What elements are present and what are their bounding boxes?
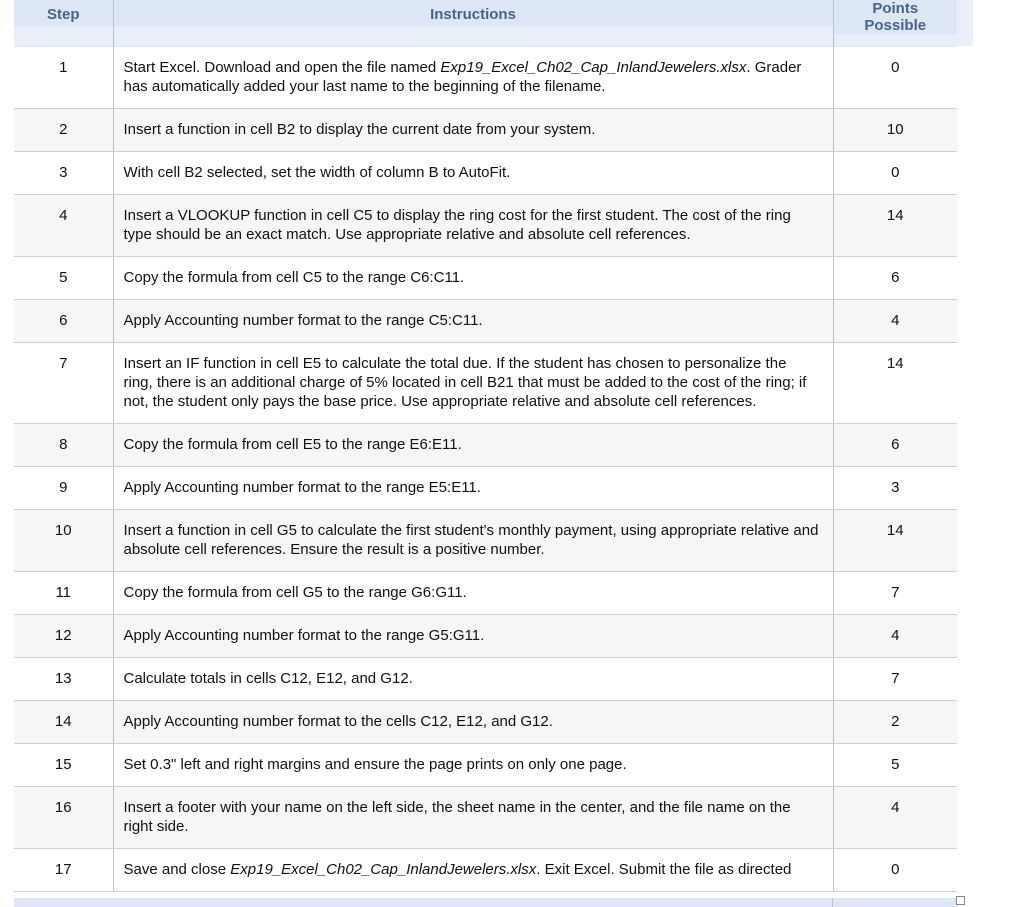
step-cell <box>14 467 113 510</box>
points-cell <box>833 744 957 787</box>
points-cell <box>833 467 957 510</box>
step-number: 10 <box>54 522 72 539</box>
instruction-fragment: Insert a function in cell G5 to calculate the first student's monthly payment, using appropriate relative and absolute cell references. Ensure the result is a positive number. <box>123 522 819 558</box>
instruction-cell <box>113 195 833 257</box>
points-cell <box>833 701 957 744</box>
step-cell <box>14 701 113 744</box>
points-cell <box>833 572 957 615</box>
file-name: Exp19_Excel_Ch02_Cap_InlandJewelers.xlsx <box>230 861 537 878</box>
instruction-cell <box>113 510 833 572</box>
instruction-text <box>124 788 819 847</box>
instruction-text <box>124 573 819 613</box>
instruction-text <box>124 745 819 785</box>
header-points <box>833 0 957 47</box>
step-cell <box>14 572 113 615</box>
table-body <box>14 47 957 892</box>
instruction-cell <box>113 424 833 467</box>
instruction-fragment: Apply Accounting number format to the range C5:C11. <box>123 312 483 329</box>
instruction-text <box>124 659 819 699</box>
table-row <box>14 701 957 744</box>
instruction-text <box>124 48 819 107</box>
instruction-fragment: With cell B2 selected, set the width of column B to AutoFit. <box>123 164 511 181</box>
table-row <box>14 47 957 109</box>
table-row <box>14 257 957 300</box>
instruction-text <box>124 258 819 298</box>
step-number: 11 <box>55 584 72 601</box>
file-name: Exp19_Excel_Ch02_Cap_InlandJewelers.xlsx <box>440 59 747 76</box>
instruction-fragment: Copy the formula from cell C5 to the range C6:C11. <box>123 269 465 286</box>
step-number: 8 <box>59 436 68 453</box>
instruction-fragment: . Grader has automatically added your last name to the beginning of the filename. <box>123 59 802 95</box>
points-value: 4 <box>891 312 900 329</box>
table-row <box>14 467 957 510</box>
step-cell <box>14 615 113 658</box>
instruction-fragment: Copy the formula from cell G5 to the range G6:G11. <box>123 584 467 601</box>
step-cell <box>14 744 113 787</box>
instruction-fragment: Insert a function in cell B2 to display the current date from your system. <box>123 121 596 138</box>
instruction-fragment: . Exit Excel. Submit the file as directed <box>536 861 792 878</box>
table-row <box>14 343 957 424</box>
points-cell <box>833 257 957 300</box>
points-cell <box>833 787 957 849</box>
table-row <box>14 510 957 572</box>
instruction-cell <box>113 343 833 424</box>
step-cell <box>14 787 113 849</box>
instructions-table-container <box>14 0 957 892</box>
points-value: 5 <box>891 756 900 773</box>
instruction-text <box>124 301 819 341</box>
step-cell <box>14 109 113 152</box>
table-row <box>14 658 957 701</box>
table-row <box>14 300 957 343</box>
instruction-fragment: Calculate totals in cells C12, E12, and G12. <box>123 670 413 687</box>
instruction-text <box>124 344 819 422</box>
resize-handle-icon[interactable] <box>956 896 965 905</box>
points-value: 0 <box>891 861 900 878</box>
instruction-cell <box>113 467 833 510</box>
step-number: 15 <box>54 756 72 773</box>
instruction-fragment: Copy the formula from cell E5 to the range E6:E11. <box>123 436 462 453</box>
instruction-fragment: Set 0.3" left and right margins and ensure the page prints on only one page. <box>123 756 627 773</box>
points-cell <box>833 343 957 424</box>
instruction-cell <box>113 47 833 109</box>
table-row <box>14 572 957 615</box>
header-step <box>14 0 113 47</box>
points-value: 0 <box>891 59 900 76</box>
step-number: 5 <box>59 269 68 286</box>
instruction-cell <box>113 744 833 787</box>
instruction-cell <box>113 109 833 152</box>
step-number: 13 <box>54 670 72 687</box>
table-row <box>14 615 957 658</box>
header-extension <box>957 0 973 46</box>
points-cell <box>833 615 957 658</box>
instruction-text <box>124 110 819 150</box>
header-points-line2: Possible <box>864 17 927 34</box>
instruction-cell <box>113 300 833 343</box>
header-instructions <box>113 0 833 47</box>
table-header <box>14 0 957 47</box>
points-value: 14 <box>886 355 904 372</box>
points-cell <box>833 510 957 572</box>
header-points-line1: Points <box>872 0 919 17</box>
instruction-text <box>124 702 819 742</box>
step-cell <box>14 47 113 109</box>
instruction-text <box>124 153 819 193</box>
points-cell <box>833 300 957 343</box>
points-value: 14 <box>886 207 904 224</box>
points-value: 3 <box>891 479 900 496</box>
step-number: 1 <box>59 59 68 76</box>
points-cell <box>833 849 957 892</box>
table-row <box>14 195 957 257</box>
step-number: 6 <box>59 312 68 329</box>
table-row <box>14 849 957 892</box>
instruction-cell <box>113 787 833 849</box>
instruction-text <box>124 468 819 508</box>
points-value: 4 <box>891 627 900 644</box>
points-cell <box>833 195 957 257</box>
step-cell <box>14 658 113 701</box>
points-cell <box>833 152 957 195</box>
table-row <box>14 424 957 467</box>
instruction-text <box>124 616 819 656</box>
table-row <box>14 152 957 195</box>
instruction-cell <box>113 658 833 701</box>
step-number: 9 <box>59 479 68 496</box>
points-value: 6 <box>891 269 900 286</box>
instruction-cell <box>113 572 833 615</box>
step-number: 14 <box>54 713 72 730</box>
step-cell <box>14 195 113 257</box>
instruction-text <box>124 425 819 465</box>
step-cell <box>14 300 113 343</box>
points-value: 7 <box>891 670 900 687</box>
step-cell <box>14 849 113 892</box>
step-cell <box>14 510 113 572</box>
step-number: 3 <box>59 164 68 181</box>
step-cell <box>14 152 113 195</box>
points-value: 2 <box>891 713 900 730</box>
points-cell <box>833 658 957 701</box>
instruction-cell <box>113 615 833 658</box>
instruction-fragment: Apply Accounting number format to the range E5:E11. <box>123 479 481 496</box>
points-value: 6 <box>891 436 900 453</box>
header-instructions-label: Instructions <box>114 0 833 26</box>
instruction-cell <box>113 152 833 195</box>
instruction-fragment: Start Excel. Download and open the file named <box>123 59 441 76</box>
instructions-table <box>14 0 957 892</box>
points-value: 0 <box>891 164 900 181</box>
footer-divider <box>832 898 833 907</box>
instruction-cell <box>113 849 833 892</box>
instruction-fragment: Insert a VLOOKUP function in cell C5 to display the ring cost for the first student. The cost of the ring type should be an exact match. Use appropriate relative and absolute cell references. <box>123 207 791 243</box>
instruction-fragment: Apply Accounting number format to the cells C12, E12, and G12. <box>123 713 553 730</box>
points-value: 4 <box>891 799 900 816</box>
table-row <box>14 744 957 787</box>
points-cell <box>833 109 957 152</box>
step-number: 17 <box>54 861 72 878</box>
step-number: 12 <box>54 627 72 644</box>
table-row <box>14 787 957 849</box>
table-row <box>14 109 957 152</box>
step-cell <box>14 424 113 467</box>
points-value: 14 <box>886 522 904 539</box>
instruction-fragment: Apply Accounting number format to the range G5:G11. <box>123 627 485 644</box>
points-cell <box>833 424 957 467</box>
header-step-label: Step <box>14 0 113 26</box>
step-cell <box>14 257 113 300</box>
step-number: 16 <box>54 799 72 816</box>
points-cell <box>833 47 957 109</box>
step-cell <box>14 343 113 424</box>
step-number: 4 <box>59 207 68 224</box>
instruction-cell <box>113 257 833 300</box>
points-value: 10 <box>886 121 904 138</box>
points-value: 7 <box>891 584 900 601</box>
instruction-fragment: Insert an IF function in cell E5 to calculate the total due. If the student has chosen to personalize the ring, there is an additional charge of 5% located in cell B21 that must be added to the cost of the ring; if not, the student only pays the base price. Use appropriate relative and absolute cell references. <box>123 355 807 410</box>
instruction-text <box>124 850 819 890</box>
table-footer-bar <box>14 898 957 907</box>
instruction-text <box>124 196 819 255</box>
step-number: 7 <box>59 355 68 372</box>
instruction-text <box>124 511 819 570</box>
instruction-fragment: Save and close <box>123 861 231 878</box>
step-number: 2 <box>59 121 68 138</box>
instruction-fragment: Insert a footer with your name on the left side, the sheet name in the center, and the file name on the right side. <box>123 799 791 835</box>
instruction-cell <box>113 701 833 744</box>
header-row <box>14 0 957 47</box>
header-points-label <box>834 0 958 34</box>
